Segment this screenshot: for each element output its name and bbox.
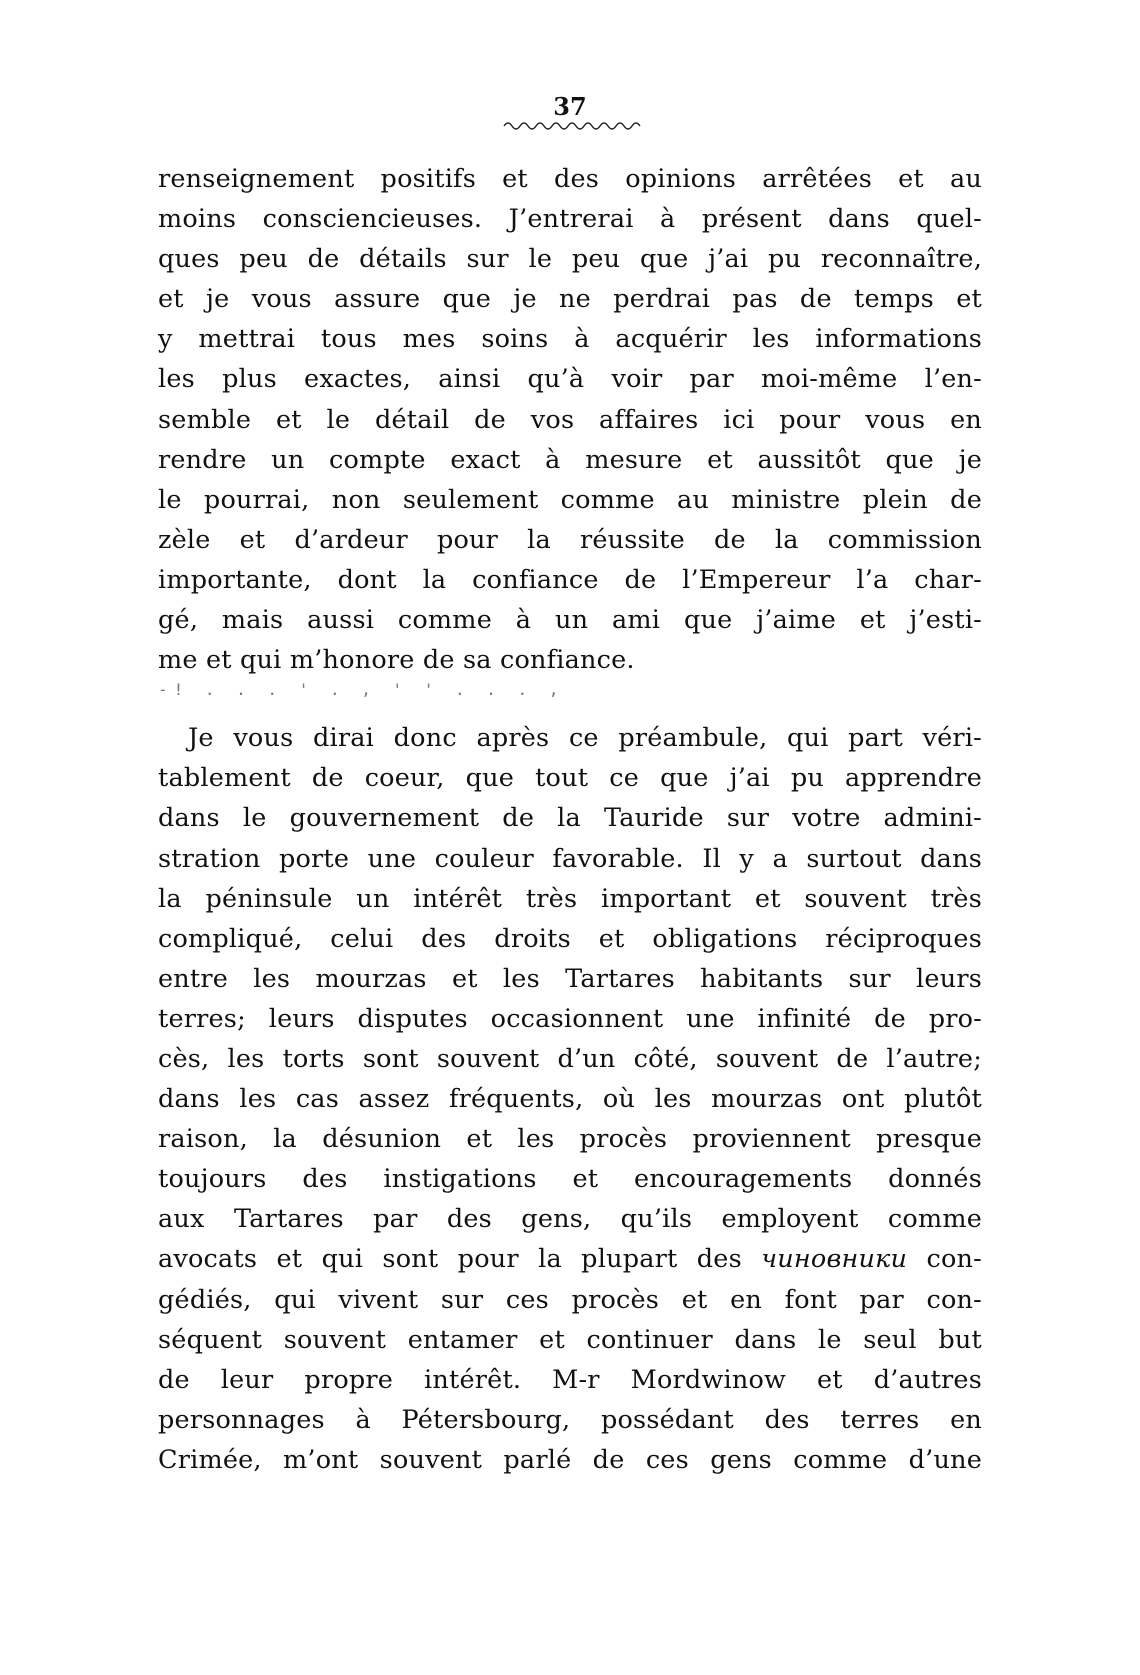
text-line: dans les cas assez fréquents, où les mourzas ont plutôt — [158, 1084, 982, 1115]
text-fragment: avocats et qui sont pour la plupart des — [158, 1244, 762, 1275]
italic-russian-word: чиновники — [761, 1244, 908, 1275]
text-line: et je vous assure que je ne perdrai pas de temps et — [158, 284, 982, 315]
text-line: Crimée, m’ont souvent parlé de ces gens comme d’une — [158, 1444, 982, 1475]
text-line: cès, les torts sont souvent d’un côté, souvent de l’autre; — [158, 1043, 982, 1074]
text-fragment: con- — [907, 1244, 982, 1275]
page-number: 37 — [553, 92, 587, 121]
text-line: séquent souvent entamer et continuer dans le seul but — [158, 1324, 982, 1355]
text-line: dans le gouvernement de la Tauride sur votre admini- — [158, 803, 982, 834]
text-line: la péninsule un intérêt très important et souvent très — [158, 883, 982, 914]
body-text — [158, 159, 982, 1480]
text-line: me et qui m’honore de sa confiance. — [158, 645, 635, 676]
text-line: terres; leurs disputes occasionnent une infinité de pro- — [158, 1003, 982, 1034]
text-line: aux Tartares par des gens, qu’ils employent comme — [158, 1204, 982, 1235]
text-line: stration porte une couleur favorable. Il y a surtout dans — [158, 843, 982, 874]
text-line: renseignement positifs et des opinions arrêtées et au — [158, 164, 982, 194]
text-line: Je vous dirai donc après ce préambule, qui part véri- — [188, 723, 982, 754]
text-line: personnages à Pétersbourg, possédant des terres en — [158, 1404, 982, 1435]
text-line: raison, la désunion et les procès proviennent presque — [158, 1124, 982, 1155]
text-line: tablement de coeur, que tout ce que j’ai pu apprendre — [158, 763, 982, 794]
print-bleed-marks: -! . . . ' . , ' ' . . . , — [158, 680, 565, 700]
text-line: semble et le détail de vos affaires ici pour vous en — [158, 404, 982, 435]
text-line: les plus exactes, ainsi qu’à voir par moi-même l’en- — [158, 364, 982, 395]
text-line: moins consciencieuses. J’entrerai à présent dans quel- — [158, 204, 982, 235]
text-line: y mettrai tous mes soins à acquérir les informations — [158, 324, 982, 355]
text-line: gé, mais aussi comme à un ami que j’aime et j’esti- — [158, 605, 982, 636]
text-line: de leur propre intérêt. M-r Mordwinow et d’autres — [158, 1364, 982, 1395]
text-line: importante, dont la confiance de l’Empereur l’a char- — [158, 564, 982, 595]
text-line-with-italic — [158, 1239, 982, 1279]
wavy-rule-ornament — [502, 118, 642, 132]
text-line: rendre un compte exact à mesure et aussitôt que je — [158, 444, 982, 475]
text-line: gédiés, qui vivent sur ces procès et en font par con- — [158, 1284, 982, 1315]
text-line: toujours des instigations et encouragements donnés — [158, 1164, 982, 1195]
text-line: compliqué, celui des droits et obligations réciproques — [158, 923, 982, 954]
text-line: le pourrai, non seulement comme au ministre plein de — [158, 484, 982, 515]
text-line: ques peu de détails sur le peu que j’ai pu reconnaître, — [158, 244, 982, 275]
text-line: zèle et d’ardeur pour la réussite de la commission — [158, 524, 982, 555]
text-line: entre les mourzas et les Tartares habitants sur leurs — [158, 963, 982, 994]
